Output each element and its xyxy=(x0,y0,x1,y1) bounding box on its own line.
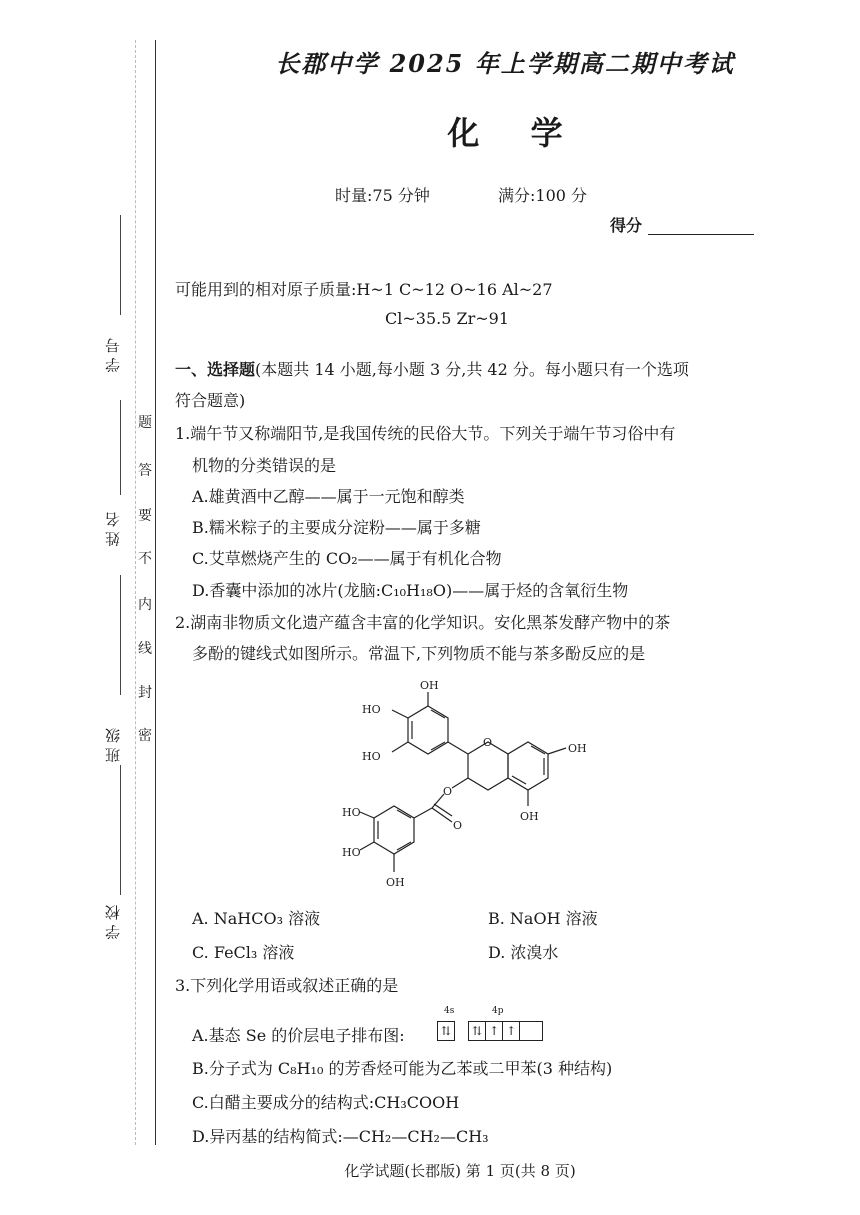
svg-text:O: O xyxy=(443,785,453,798)
seal-char: 答 xyxy=(138,463,152,479)
q3-option-c[interactable]: C.白醋主要成分的结构式:CH₃COOH xyxy=(192,1093,460,1112)
seal-char: 密 xyxy=(138,728,152,744)
orbital-box: ⇅ xyxy=(437,1021,455,1041)
seal-char: 要 xyxy=(138,508,152,524)
tea-polyphenol-structure xyxy=(340,676,630,906)
q3-stem: 3.下列化学用语或叙述正确的是 xyxy=(175,976,399,995)
section-heading: 一、选择题 xyxy=(175,360,256,379)
binding-dashed-line xyxy=(135,40,136,1145)
q2-option-b[interactable]: B. NaOH 溶液 xyxy=(488,909,598,928)
q2-option-a[interactable]: A. NaHCO₃ 溶液 xyxy=(192,909,321,928)
q2-option-c[interactable]: C. FeCl₃ 溶液 xyxy=(192,943,295,962)
seal-char: 封 xyxy=(138,685,152,701)
q3-option-b[interactable]: B.分子式为 C₈H₁₀ 的芳香烃可能为乙苯或二甲苯(3 种结构) xyxy=(192,1059,613,1078)
binding-line xyxy=(155,40,156,1145)
orbital-box: ⇅ xyxy=(468,1021,486,1041)
oh-label: OH xyxy=(420,679,439,692)
atomic-masses-line1: 可能用到的相对原子质量:H~1 C~12 O~16 Al~27 xyxy=(175,280,553,299)
q2-stem: 2.湖南非物质文化遗产蕴含丰富的化学知识。安化黑茶发酵产物中的茶 xyxy=(175,613,671,632)
q2-stem-cont: 多酚的键线式如图所示。常温下,下列物质不能与茶多酚反应的是 xyxy=(192,644,646,663)
q1-option-d[interactable]: D.香囊中添加的冰片(龙脑:C₁₀H₁₈O)——属于烃的含氧衍生物 xyxy=(192,581,629,600)
school-line xyxy=(120,765,121,895)
ho-label: HO xyxy=(362,703,381,716)
ho-label: HO xyxy=(362,750,381,763)
seal-char: 题 xyxy=(138,415,152,431)
student-no-line xyxy=(120,215,121,315)
seal-char: 内 xyxy=(138,597,152,613)
ho-label: HO xyxy=(342,846,361,859)
svg-text:O: O xyxy=(453,819,463,832)
exam-title: 长郡中学 2025 年上学期高二期中考试 xyxy=(275,49,735,78)
name-label: 姓 名 xyxy=(104,512,122,547)
oh-label: OH xyxy=(386,876,405,889)
q1-option-a[interactable]: A.雄黄酒中乙醇——属于一元饱和醇类 xyxy=(192,487,465,506)
oh-label: OH xyxy=(568,742,587,755)
section-heading-row xyxy=(175,357,689,380)
class-label: 班 级 xyxy=(104,728,122,763)
orbital-box xyxy=(519,1021,543,1041)
q3-option-d[interactable]: D.异丙基的结构简式:—CH₂—CH₂—CH₃ xyxy=(192,1127,489,1146)
seal-char: 不 xyxy=(138,551,152,567)
score-label: 得分 xyxy=(610,216,643,235)
exam-time: 时量:75 分钟 xyxy=(335,186,430,205)
page-footer: 化学试题(长郡版) 第 1 页(共 8 页) xyxy=(344,1162,576,1180)
orbital-box: ↑ xyxy=(502,1021,520,1041)
section-note-cont: 符合题意) xyxy=(175,391,246,410)
orbital-4s-label: 4s xyxy=(444,1006,455,1016)
school-label: 学 校 xyxy=(104,905,122,940)
atomic-masses-line2: Cl~35.5 Zr~91 xyxy=(385,309,510,328)
q1-option-b[interactable]: B.糯米粽子的主要成分淀粉——属于多糖 xyxy=(192,518,481,537)
q1-option-c[interactable]: C.艾草燃烧产生的 CO₂——属于有机化合物 xyxy=(192,549,502,568)
seal-char: 线 xyxy=(138,641,152,657)
q1-stem-cont: 机物的分类错误的是 xyxy=(192,456,337,475)
full-score: 满分:100 分 xyxy=(498,186,588,205)
student-no-label: 学 号 xyxy=(104,338,122,373)
orbital-box: ↑ xyxy=(485,1021,503,1041)
name-line xyxy=(120,400,121,495)
class-line xyxy=(120,575,121,695)
q1-stem: 1.端午节又称端阳节,是我国传统的民俗大节。下列关于端午节习俗中有 xyxy=(175,424,676,443)
score-blank[interactable] xyxy=(648,234,754,235)
q2-option-d[interactable]: D. 浓溴水 xyxy=(488,943,559,962)
subject-title: 化 学 xyxy=(447,114,563,152)
se-orbital-diagram xyxy=(438,1020,543,1044)
svg-text:O: O xyxy=(483,736,493,749)
q3-option-a[interactable]: A.基态 Se 的价层电子排布图: xyxy=(192,1026,405,1045)
orbital-4p-label: 4p xyxy=(492,1006,504,1016)
ho-label: HO xyxy=(342,806,361,819)
oh-label: OH xyxy=(520,810,539,823)
section-note: (本题共 14 小题,每小题 3 分,共 42 分。每小题只有一个选项 xyxy=(255,360,689,379)
